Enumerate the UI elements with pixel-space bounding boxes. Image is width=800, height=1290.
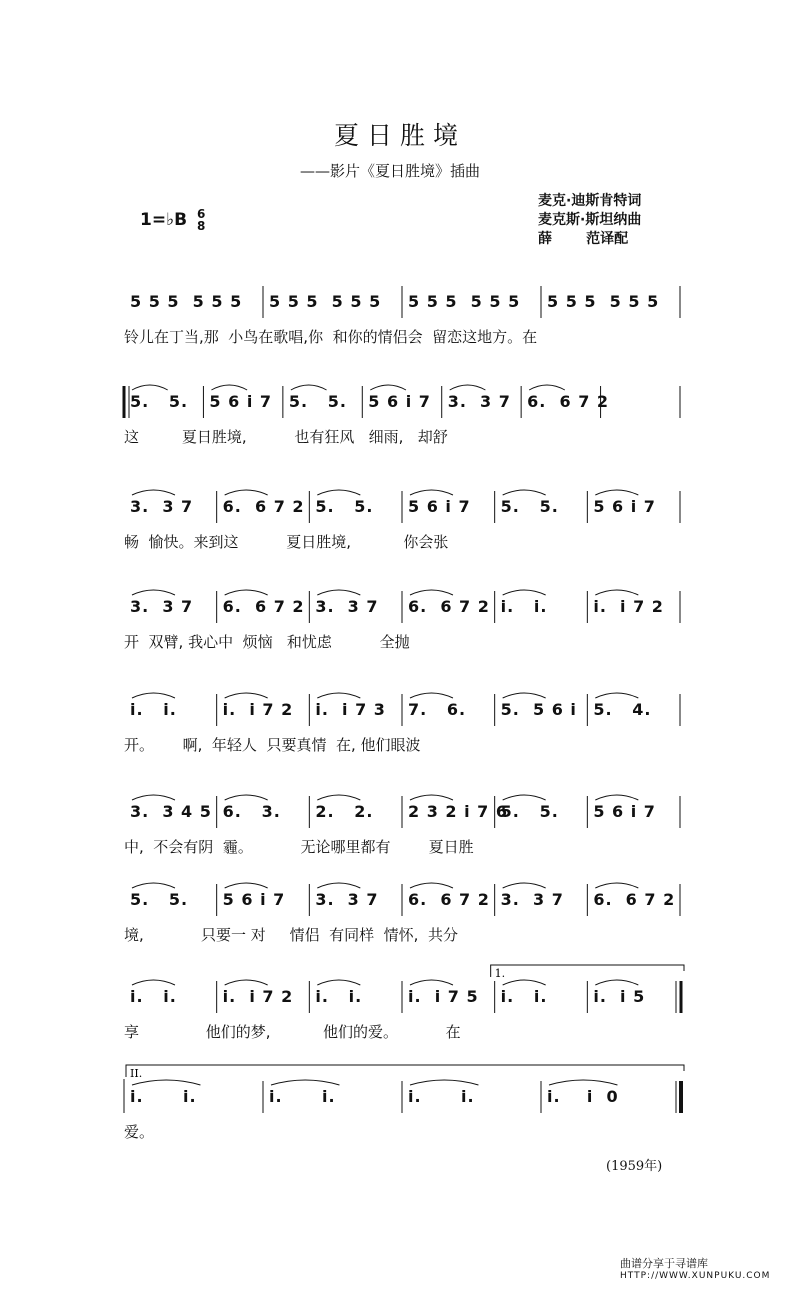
slur [132,590,175,595]
slur [132,490,175,495]
song-subtitle: ——影片《夏日胜境》插曲 [300,162,481,180]
measure-notes: 3. 3 7 [130,497,194,516]
slur [317,490,360,495]
measure-notes: 3. 3 7 [315,597,379,616]
slur [132,693,175,698]
credit-composer: 麦克斯·斯坦纳曲 [538,212,642,228]
lyrics-row: 铃儿在丁当,那 小鸟在歌唱,你 和你的情侣会 留恋这地方。在 [124,328,538,346]
notation-row [124,585,694,625]
slur [317,795,360,800]
measure-notes: 2 3 2 i 7 6 [408,802,508,821]
measure-notes: 3. 3 7 [500,890,564,909]
slur [503,795,546,800]
measure-notes: 5 6 i 7 [593,802,656,821]
measure-notes: 2. 2. [315,802,374,821]
slur [225,795,268,800]
lyrics-row: 爱。 [124,1123,155,1141]
slur [132,795,175,800]
measure-notes: i. i 7 5 [408,987,479,1006]
watermark-url: HTTP://WWW.XUNPUKU.COM [620,1271,771,1281]
watermark [620,1258,770,1282]
measure-notes: 6. 3. [222,802,281,821]
measure-notes: 3. 3 4 5 [130,802,212,821]
slur [225,693,268,698]
measure-notes: 5. 5 6 i [500,700,577,719]
measure-notes: 3. 3 7 [315,890,379,909]
measure-notes: i. i 7 2 [222,987,294,1006]
slur [410,590,453,595]
slur [503,693,546,698]
slur [225,883,268,888]
measure-notes: 3. 3 7 [447,392,511,411]
measure-notes: 5. 5. [500,497,559,516]
lyrics-row: 境, 只要一 对 情侣 有同样 情怀, 共分 [124,926,458,944]
slur [450,385,486,390]
measure-notes: i. i. [130,700,177,719]
time-denominator: 8 [196,219,206,233]
measure-notes: 5 6 i 7 [222,890,286,909]
slur [410,795,453,800]
slur [595,883,638,888]
measure-notes: 3. 3 7 [130,597,194,616]
credit-translator: 薛 范译配 [538,231,629,247]
time-numerator: 6 [196,207,206,221]
measure-notes: 6. 6 7 2 [408,597,490,616]
measure-notes: i. i. [130,1087,197,1106]
notation-row [124,1067,694,1115]
measure-notes: 5. 5. [130,392,189,411]
notation-row [124,280,694,320]
measure-notes: 5. 5. [288,392,347,411]
lyrics-row: 开。 啊, 年轻人 只要真情 在, 他们眼波 [124,736,421,754]
measure-notes: 6. 6 7 2 [222,597,305,616]
slur [225,590,268,595]
measure-notes: 5 6 i 7 [368,392,431,411]
watermark-text: 曲谱分享于寻谱库 [620,1257,708,1270]
measure-notes: 5 5 5 5 5 5 [408,292,521,311]
year-note: (1959年) [606,1159,663,1174]
slur [410,980,453,985]
slur [317,693,360,698]
slur [410,490,453,495]
credits [538,192,641,249]
measure-notes: 6. 6 7 2 [408,890,490,909]
measure-notes: 5 5 5 5 5 5 [130,292,243,311]
slur [595,590,638,595]
slur [132,1080,200,1085]
lyrics-row: 这 夏日胜境, 也有狂风 细雨, 却舒 [124,428,448,446]
measure-notes: 7. 6. [408,700,467,719]
slur [317,883,360,888]
measure-notes: i. i. [269,1087,336,1106]
measure-notes: 5 6 i 7 [408,497,471,516]
measure-notes: 5 5 5 5 5 5 [547,292,660,311]
measure-notes: 6. 6 7 2 [527,392,610,411]
key-signature [140,208,205,232]
volta-label: II. [130,1067,143,1080]
key-label: 1=♭B [140,210,188,230]
measure-notes: 5 6 i 7 [593,497,656,516]
slur [317,980,360,985]
notation-row [124,380,694,420]
slur [370,385,406,390]
slur [132,883,175,888]
slur [410,1080,478,1085]
slur [271,1080,339,1085]
slur [503,883,546,888]
volta-bracket [126,1065,684,1077]
notation-row [124,790,694,830]
slur [132,980,175,985]
measure-notes: i. i 5 [593,987,646,1006]
notation-row [124,485,694,525]
volta-bracket [491,965,684,977]
lyrics-row: 享 他们的梦, 他们的爱。 在 [124,1023,461,1041]
lyrics-row: 畅 愉快。来到这 夏日胜境, 你会张 [124,533,449,551]
lyrics-row: 开 双臂, 我心中 烦恼 和忧虑 全抛 [124,633,410,651]
slur [595,795,638,800]
measure-notes: 5. 5. [130,890,189,909]
slur [225,980,268,985]
measure-notes: i. i. [130,987,177,1006]
credit-lyricist: 麦克·迪斯肯特词 [538,193,642,209]
notation-row [124,967,694,1015]
measure-notes: i. i. [408,1087,475,1106]
slur [595,490,638,495]
measure-notes: i. i 7 2 [222,700,294,719]
notation-row [124,688,694,728]
slur [503,490,546,495]
slur [410,693,453,698]
notation-row [124,878,694,918]
measure-notes: 5. 5. [315,497,374,516]
measure-notes: 6. 6 7 2 [222,497,305,516]
measure-notes: i. i 7 3 [315,700,386,719]
measure-notes: i. i. [500,597,548,616]
measure-notes: 5. 5. [500,802,559,821]
measure-notes: i. i 0 [547,1087,619,1106]
measure-notes: 5 6 i 7 [209,392,273,411]
measure-notes: 5. 4. [593,700,652,719]
slur [291,385,327,390]
measure-notes: i. i. [500,987,548,1006]
slur [529,385,565,390]
measure-notes: 5 5 5 5 5 5 [269,292,382,311]
lyrics-row: 中, 不会有阴 霾。 无论哪里都有 夏日胜 [124,838,474,856]
time-signature [197,208,205,232]
slur [503,980,546,985]
measure-notes: i. i 7 2 [593,597,664,616]
slur [317,590,360,595]
slur [132,385,168,390]
slur [595,693,638,698]
slur [503,590,546,595]
slur [410,883,453,888]
slur [225,490,268,495]
song-title: 夏日胜境 [333,121,466,150]
slur [211,385,247,390]
volta-label: 1. [494,967,506,980]
slur [549,1080,617,1085]
measure-notes: 6. 6 7 2 [593,890,676,909]
slur [595,980,638,985]
measure-notes: i. i. [315,987,363,1006]
